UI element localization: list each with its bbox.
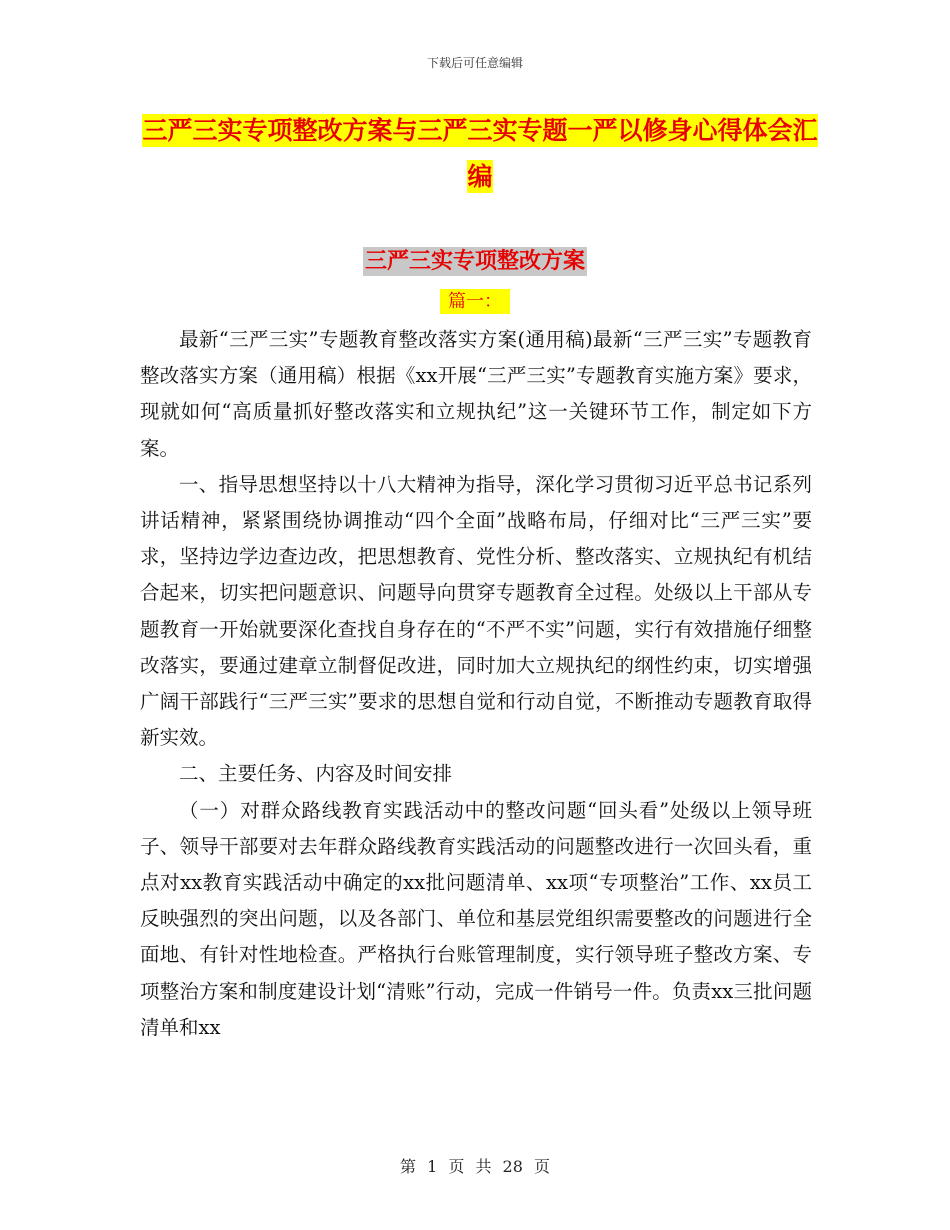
part-label [0,287,950,313]
document-title [140,108,820,200]
paragraph-review-section: （一）对群众路线教育实践活动中的整改问题“回头看”处级以上领导班子、领导干部要对去年群众路线教育实践活动的问题整改进行一次回头看，重点对xx教育实践活动中确定的xx批问题清单、xx项“专项整治”工作、xx员工反映强烈的突出问题，以及各部门、单位和基层党组织需要整改的问题进行全面地、有针对性地检查。严格执行台账管理制度，实行领导班子整改方案、专项整治方案和制度建设计划“清账”行动，完成一件销号一件。负责xx三批问题清单和xx [140,798,812,1039]
document-title-text: 三严三实专项整改方案与三严三实专题一严以修身心得体会汇编 [142,116,818,191]
page-footer: 第 1 页 共 28 页 [400,1157,550,1176]
header-note: 下载后可任意编辑 [426,56,523,70]
paragraph-main-tasks-heading: 二、主要任务、内容及时间安排 [179,762,453,786]
section-title [0,244,950,275]
part-label-text: 篇一： [440,289,510,314]
paragraph-intro: 最新“三严三实”专题教育整改落实方案(通用稿)最新“三严三实”专题教育整改落实方案（通用稿）根据《xx开展“三严三实”专题教育实施方案》要求，现就如何“高质量抓好整改落实和立规执纪”这一关键环节工作，制定如下方案。 [140,328,812,460]
section-title-text: 三严三实专项整改方案 [364,249,585,274]
paragraph-guiding-ideology: 一、指导思想坚持以十八大精神为指导，深化学习贯彻习近平总书记系列讲话精神，紧紧围绕协调推动“四个全面”战略布局，仔细对比“三严三实”要求，坚持边学边查边改，把思想教育、党性分析、整改落实、立规执纪有机结合起来，切实把问题意识、问题导向贯穿专题教育全过程。处级以上干部从专题教育一开始就要深化查找自身存在的“不严不实”问题，实行有效措施仔细整改落实，要通过建章立制督促改进，同时加大立规执纪的纲性约束，切实增强广阔干部践行“三严三实”要求的思想自觉和行动自觉，不断推动专题教育取得新实效。 [140,472,812,750]
document-body [140,322,812,1046]
